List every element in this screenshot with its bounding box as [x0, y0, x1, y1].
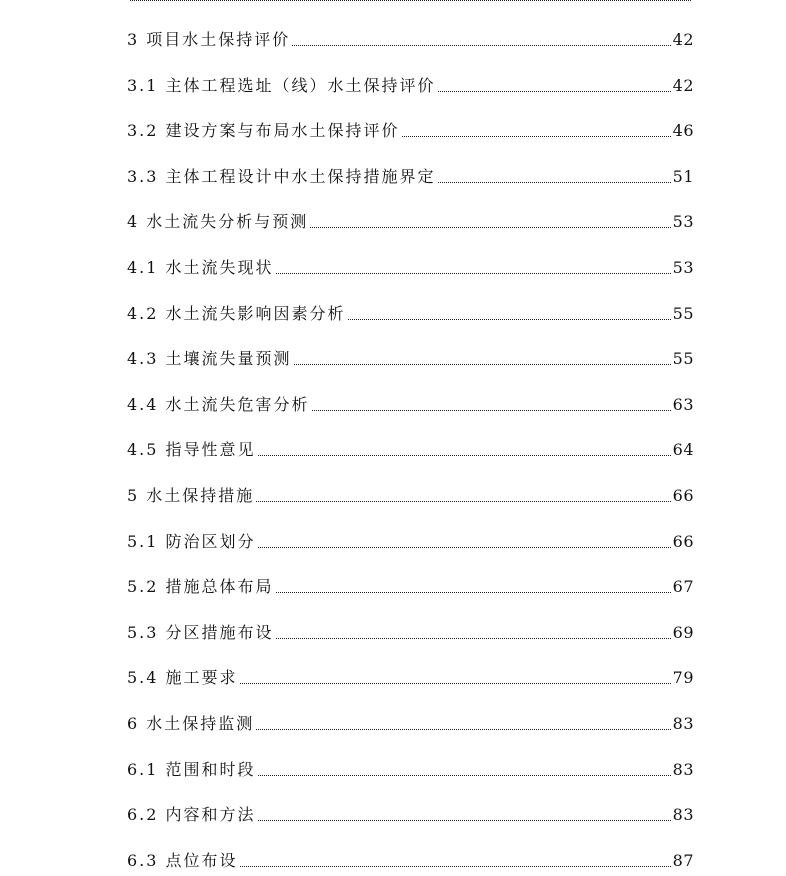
- leader-dots: [256, 501, 670, 502]
- leader-dots: [438, 182, 671, 183]
- toc-entry-page-number: 51: [672, 166, 694, 186]
- leader-dots: [294, 364, 671, 365]
- toc-entry[interactable]: [127, 303, 694, 325]
- toc-entry-page-number: 67: [672, 577, 694, 597]
- leader-dots: [258, 820, 671, 821]
- toc-entry-title: 3.2 建设方案与布局水土保持评价: [127, 121, 400, 141]
- toc-entry-title: 4.5 指导性意见: [127, 440, 256, 460]
- toc-entry-title: 4.3 土壤流失量预测: [127, 349, 292, 369]
- toc-entry-title: 4.1 水土流失现状: [127, 258, 274, 277]
- toc-entry-title: 5.1 防治区划分: [127, 531, 256, 551]
- toc-entry-page-number: 42: [672, 75, 694, 95]
- toc-entry-page-number: 64: [672, 440, 694, 460]
- toc-entry[interactable]: [127, 667, 694, 689]
- toc-entry-page-number: 87: [672, 850, 694, 870]
- toc-entry[interactable]: [127, 394, 694, 416]
- leader-dots: [258, 547, 671, 548]
- toc-entry[interactable]: [127, 439, 694, 461]
- leader-dots: [240, 683, 671, 684]
- leader-dots: [130, 0, 691, 1]
- toc-entry[interactable]: [127, 622, 694, 644]
- toc-entry[interactable]: [127, 29, 694, 51]
- leader-dots: [276, 273, 671, 274]
- clipped-previous-entry: [127, 0, 694, 6]
- toc-entry-title: 3.1 主体工程选址（线）水土保持评价: [127, 75, 436, 95]
- leader-dots: [276, 592, 671, 593]
- toc-entry[interactable]: [127, 531, 694, 553]
- toc-entry-page-number: 66: [672, 486, 694, 505]
- toc-entry-title: 5.4 施工要求: [127, 668, 238, 688]
- toc-entry[interactable]: [127, 576, 694, 598]
- toc-entry-title: 6 水土保持监测: [127, 714, 255, 733]
- toc-entry-page-number: 63: [672, 394, 694, 414]
- toc-entry-page-number: 83: [672, 714, 694, 733]
- leader-dots: [348, 319, 671, 320]
- toc-entry[interactable]: [127, 211, 694, 233]
- toc-entry-title: 3 项目水土保持评价: [127, 30, 291, 49]
- toc-entry-page-number: 46: [672, 121, 694, 141]
- leader-dots: [312, 410, 671, 411]
- leader-dots: [240, 866, 671, 867]
- toc-entry-title: 6.3 点位布设: [127, 850, 238, 870]
- toc-entry-page-number: 53: [672, 258, 694, 277]
- toc-entry[interactable]: [127, 120, 694, 142]
- toc-entry-page-number: 66: [672, 531, 694, 551]
- leader-dots: [256, 729, 670, 730]
- leader-dots: [258, 455, 671, 456]
- toc-entry[interactable]: [127, 804, 694, 826]
- toc-entry-title: 4.4 水土流失危害分析: [127, 394, 310, 414]
- toc-entry-page-number: 69: [672, 622, 694, 642]
- toc-entry-page-number: 83: [672, 759, 694, 779]
- toc-entry-page-number: 79: [672, 668, 694, 688]
- toc-entry[interactable]: [127, 166, 694, 188]
- leader-dots: [438, 91, 671, 92]
- toc-entry[interactable]: [127, 759, 694, 781]
- leader-dots: [258, 775, 671, 776]
- leader-dots: [276, 638, 671, 639]
- leader-dots: [310, 227, 670, 228]
- toc-entry-page-number: 55: [672, 303, 694, 323]
- toc-entry-title: 6.1 范围和时段: [127, 759, 256, 779]
- leader-dots: [402, 136, 671, 137]
- toc-entry[interactable]: [127, 75, 694, 97]
- toc-entry-title: 4 水土流失分析与预测: [127, 212, 309, 232]
- toc-entry-title: 6.2 内容和方法: [127, 805, 256, 825]
- toc-entry-title: 5.3 分区措施布设: [127, 622, 274, 642]
- leader-dots: [292, 45, 670, 46]
- toc-entry-page-number: 53: [672, 212, 694, 232]
- toc-entry-title: 5.2 措施总体布局: [127, 577, 274, 597]
- toc-entry-title: 3.3 主体工程设计中水土保持措施界定: [127, 166, 436, 186]
- toc-entry[interactable]: [127, 713, 694, 735]
- toc-entry-page-number: 55: [672, 349, 694, 369]
- toc-entry-page-number: 42: [672, 30, 694, 49]
- toc-entry[interactable]: [127, 485, 694, 507]
- toc-entry-title: 5 水土保持措施: [127, 486, 255, 505]
- toc-entry[interactable]: [127, 850, 694, 872]
- toc-entry[interactable]: [127, 257, 694, 279]
- toc-entry[interactable]: [127, 348, 694, 370]
- toc-entry-page-number: 83: [672, 805, 694, 825]
- toc-entry-title: 4.2 水土流失影响因素分析: [127, 303, 346, 323]
